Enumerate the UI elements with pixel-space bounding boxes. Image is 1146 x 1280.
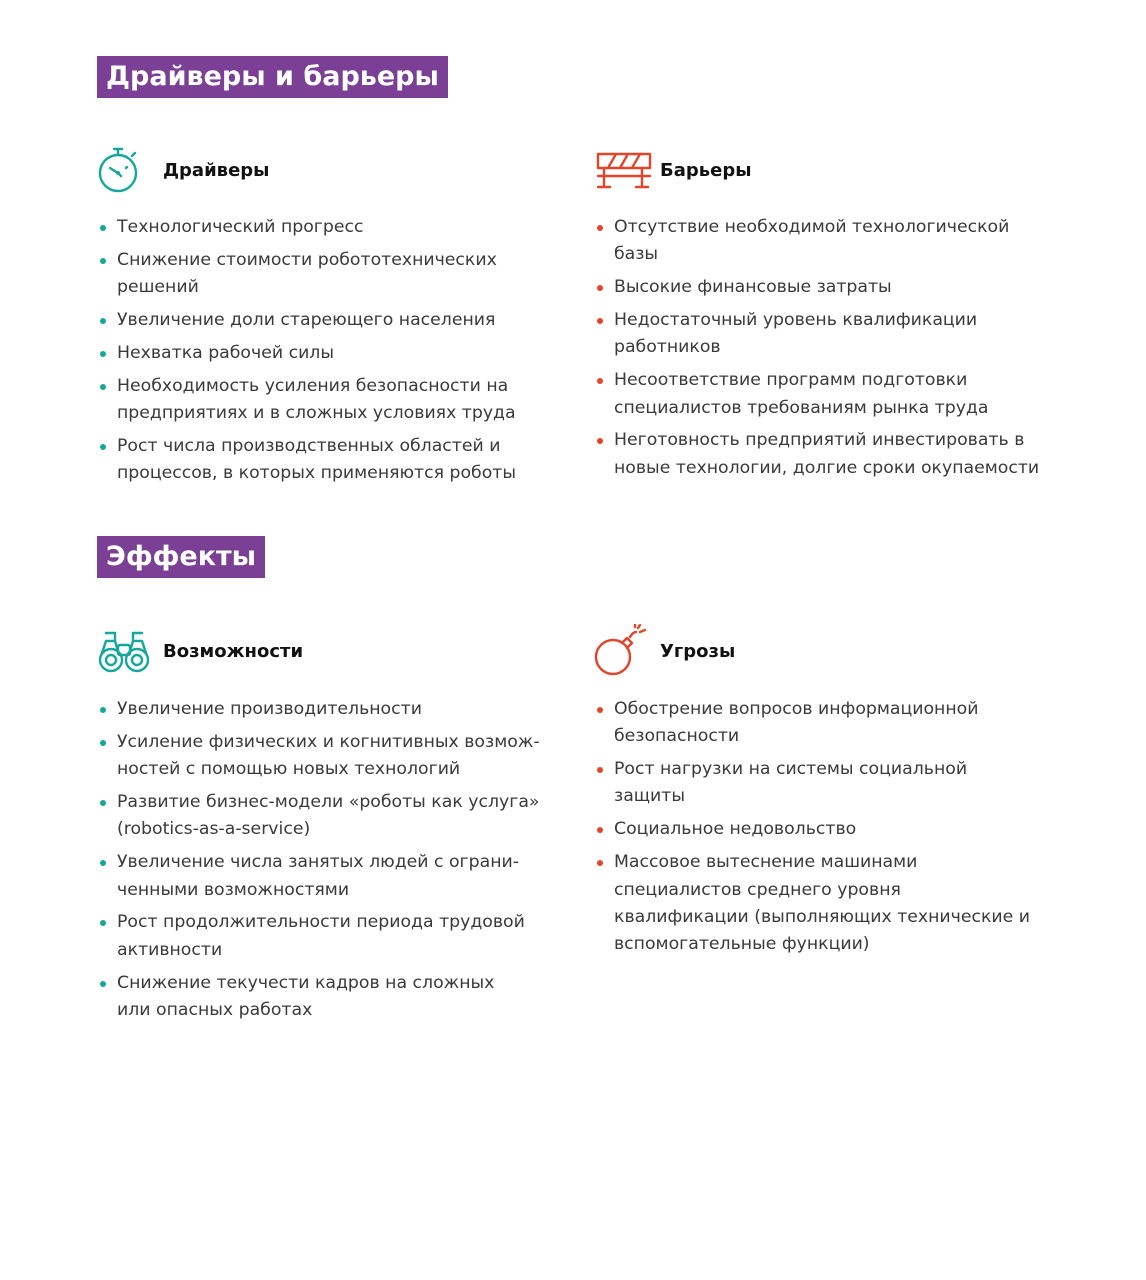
list-item: Снижение текучести кадров на сложных или опасных работах bbox=[97, 970, 517, 1025]
list-item: Недостаточный уровень квалификации работников bbox=[594, 307, 1014, 362]
opportunities-list bbox=[97, 696, 562, 1030]
threats-list bbox=[594, 696, 1039, 964]
stopwatch-icon bbox=[97, 145, 153, 195]
opportunities-title: Возможности bbox=[163, 640, 304, 662]
threats-title: Угрозы bbox=[660, 640, 736, 662]
list-item: Увеличение доли стареющего населения bbox=[97, 307, 547, 334]
list-item: Снижение стоимости робототехнических решений bbox=[97, 247, 547, 302]
bomb-icon bbox=[594, 626, 654, 676]
section-title-effects: Эффекты bbox=[97, 536, 265, 578]
list-item: Развитие бизнес-модели «роботы как услуга» (robotics-as-a-service) bbox=[97, 789, 562, 844]
list-item: Рост продолжительности периода трудовой активности bbox=[97, 909, 547, 964]
list-item: Рост числа производственных областей и процессов, в которых применяются роботы bbox=[97, 433, 537, 488]
list-item: Обострение вопросов информационной безопасности bbox=[594, 696, 1014, 751]
barrier-icon bbox=[594, 145, 654, 195]
list-item: Несоответствие программ подготовки специалистов требованиям рынка труда bbox=[594, 367, 1034, 422]
barriers-header bbox=[594, 145, 1064, 195]
opportunities-column bbox=[97, 626, 567, 1020]
list-item: Неготовность предприятий инвестировать в новые технологии, долгие сроки окупаемости bbox=[594, 427, 1044, 482]
binoculars-icon bbox=[97, 626, 153, 676]
list-item: Усиление физических и когнитивных возмож-ностей с помощью новых технологий bbox=[97, 729, 547, 784]
list-item: Увеличение числа занятых людей с ограни-ченными возможностями bbox=[97, 849, 547, 904]
drivers-header bbox=[97, 145, 567, 195]
list-item: Высокие финансовые затраты bbox=[594, 274, 1044, 301]
threats-header bbox=[594, 626, 1064, 676]
section-title-drivers-barriers: Драйверы и барьеры bbox=[97, 56, 448, 98]
barriers-title: Барьеры bbox=[660, 159, 752, 181]
threats-column bbox=[594, 626, 1064, 955]
list-item: Увеличение производительности bbox=[97, 696, 562, 723]
drivers-column bbox=[97, 145, 567, 484]
drivers-list bbox=[97, 214, 547, 493]
list-item: Отсутствие необходимой технологической базы bbox=[594, 214, 1024, 269]
list-item: Рост нагрузки на системы социальной защиты bbox=[594, 756, 994, 811]
list-item: Технологический прогресс bbox=[97, 214, 547, 241]
list-item: Нехватка рабочей силы bbox=[97, 340, 547, 367]
barriers-column bbox=[594, 145, 1064, 478]
drivers-title: Драйверы bbox=[163, 159, 270, 181]
opportunities-header bbox=[97, 626, 567, 676]
list-item: Социальное недовольство bbox=[594, 816, 1039, 843]
list-item: Массовое вытеснение машинами специалистов среднего уровня квалификации (выполняющих технические и вспомогательные функции) bbox=[594, 849, 1039, 958]
list-item: Необходимость усиления безопасности на предприятиях и в сложных условиях труда bbox=[97, 373, 547, 428]
barriers-list bbox=[594, 214, 1044, 488]
